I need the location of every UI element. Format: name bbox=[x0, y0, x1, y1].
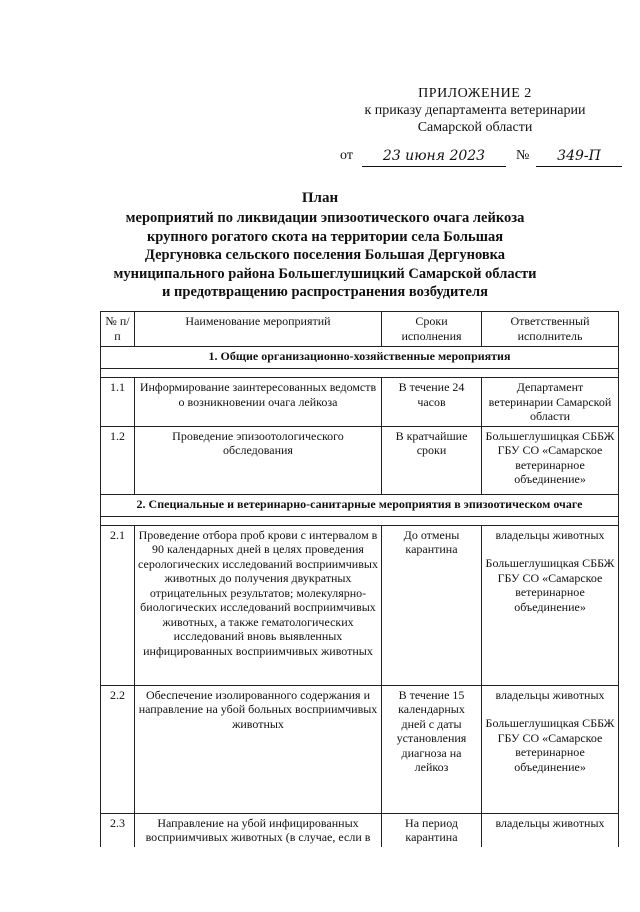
row-resp: владельцы животных bbox=[482, 813, 619, 847]
order-number: 349-П bbox=[536, 148, 622, 167]
table-header-row bbox=[101, 312, 619, 347]
row-resp bbox=[482, 525, 619, 685]
row-num: 2.1 bbox=[101, 525, 135, 685]
row-name: Проведение отбора проб крови с интервалом в 90 календарных дней в целях проведения серологических исследований восприимчивых животных до получения двукратных отрицательных результатов; молекулярно-биологических исследований восприимчивых животных, а также гематологических исследований вновь выявленных инфицированных восприимчивых животных bbox=[135, 525, 382, 685]
spacer bbox=[101, 369, 619, 378]
resp-owners: владельцы животных bbox=[495, 527, 605, 542]
annex-title: ПРИЛОЖЕНИЕ 2 bbox=[418, 86, 532, 101]
header-term: Сроки исполнения bbox=[382, 312, 482, 347]
row-name: Направление на убой инфицированных восприимчивых животных (в случае, если в bbox=[135, 813, 382, 847]
header-num: № п/п bbox=[101, 312, 135, 347]
row-term: На период карантина bbox=[382, 813, 482, 847]
table-row bbox=[101, 685, 619, 813]
section-title: 1. Общие организационно-хозяйственные мероприятия bbox=[101, 347, 619, 369]
plan-subtitle: мероприятий по ликвидации эпизоотического очага лейкоза крупного рогатого скота на территории села Большая Дергуновка сельского поселения Большая Дергуновка муниципального района Большеглушицкий Самарской области и предотвращению распространения возбудителя bbox=[113, 210, 537, 300]
row-num: 1.2 bbox=[101, 426, 135, 494]
resp-owners: владельцы животных bbox=[495, 687, 605, 702]
row-num: 1.1 bbox=[101, 378, 135, 427]
annex-region: Самарской области bbox=[417, 120, 533, 135]
section-row bbox=[101, 494, 619, 516]
resp-station: Большеглушицкая СББЖ ГБУ СО «Самарское ветеринарное объединение» bbox=[485, 556, 615, 614]
section-title: 2. Специальные и ветеринарно-санитарные мероприятия в эпизоотическом очаге bbox=[101, 494, 619, 516]
measures-table bbox=[100, 311, 619, 847]
row-term: В течение 15 календарных дней с даты установления диагноза на лейкоз bbox=[382, 685, 482, 813]
order-line bbox=[340, 148, 620, 168]
spacer-row bbox=[101, 369, 619, 378]
table-row bbox=[101, 813, 619, 847]
row-resp: Департамент ветеринарии Самарской области bbox=[482, 378, 619, 427]
resp-station: Большеглушицкая СББЖ ГБУ СО «Самарское ветеринарное объединение» bbox=[485, 716, 615, 774]
row-resp bbox=[482, 685, 619, 813]
row-name: Обеспечение изолированного содержания и направление на убой больных восприимчивых животных bbox=[135, 685, 382, 813]
order-from-label: от bbox=[340, 148, 353, 163]
order-number-label: № bbox=[516, 148, 530, 163]
row-num: 2.3 bbox=[101, 813, 135, 847]
row-resp: Большеглушицкая СББЖ ГБУ СО «Самарское ветеринарное объединение» bbox=[482, 426, 619, 494]
plan-title: План bbox=[301, 190, 339, 206]
annex-order-reference: к приказу департамента ветеринарии bbox=[364, 103, 586, 118]
row-name: Проведение эпизоотологического обследования bbox=[135, 426, 382, 494]
table-row bbox=[101, 426, 619, 494]
order-date: 23 июня 2023 bbox=[362, 148, 506, 167]
row-term: В течение 24 часов bbox=[382, 378, 482, 427]
spacer bbox=[101, 516, 619, 525]
row-num: 2.2 bbox=[101, 685, 135, 813]
table-row bbox=[101, 525, 619, 685]
header-resp: Ответственный исполнитель bbox=[482, 312, 619, 347]
section-row bbox=[101, 347, 619, 369]
row-term: До отмены карантина bbox=[382, 525, 482, 685]
table-row bbox=[101, 378, 619, 427]
header-name: Наименование мероприятий bbox=[135, 312, 382, 347]
row-term: В кратчайшие сроки bbox=[382, 426, 482, 494]
spacer-row bbox=[101, 516, 619, 525]
row-name: Информирование заинтересованных ведомств о возникновении очага лейкоза bbox=[135, 378, 382, 427]
